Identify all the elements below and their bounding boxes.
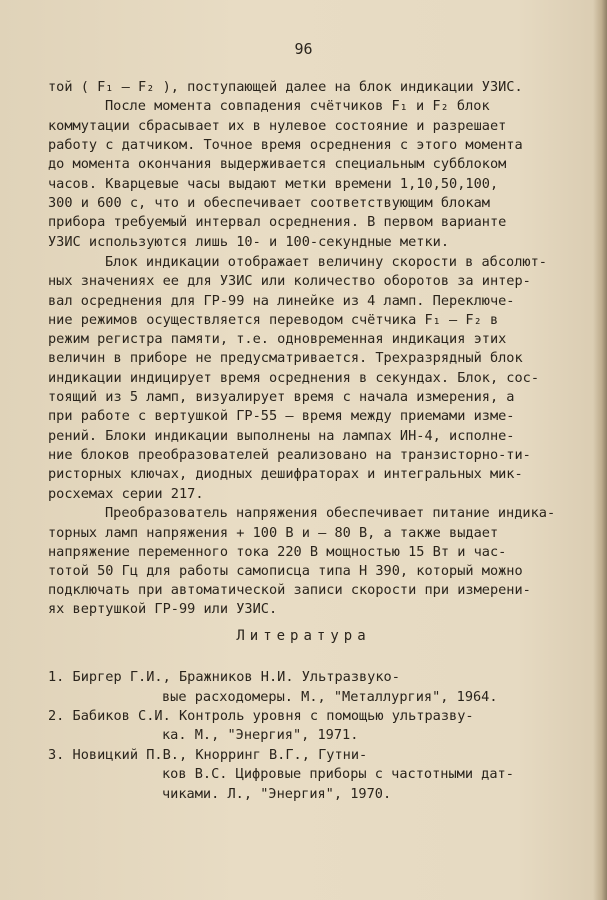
page-edge-shadow [593, 0, 607, 900]
reference-line: вые расходомеры. М., "Металлургия", 1964. [162, 689, 498, 705]
reference-line: 3. Новицкий П.В., Кнорринг В.Г., Гутни- [48, 747, 368, 763]
literature-heading: Литература [236, 628, 371, 644]
body-line: 300 и 600 с, что и обеспечивает соответствующим блокам [48, 195, 490, 211]
body-line: часов. Кварцевые часы выдают метки времени 1,10,50,100, [48, 176, 499, 192]
body-line: величин в приборе не предусматривается. Трехразрядный блок [48, 350, 523, 366]
body-line: ристорных ключах, диодных дешифраторах и интегральных мик- [48, 466, 523, 482]
body-line: тотой 50 Гц для работы самописца типа Н 390, который можно [48, 563, 523, 579]
body-line: режим регистра памяти, т.е. одновременная индикация этих [48, 331, 507, 347]
body-line: тоящий из 5 ламп, визуалирует время с начала измерения, а [48, 389, 515, 405]
body-line: подключать при автоматической записи скорости при измерени- [48, 582, 531, 598]
reference-line: чиками. Л., "Энергия", 1970. [162, 786, 392, 802]
body-line: ние режимов осуществляется переводом счётчика F₁ – F₂ в [48, 312, 499, 328]
body-line: ние блоков преобразователей реализовано на транзисторно-ти- [48, 447, 531, 463]
reference-line: ков В.С. Цифровые приборы с частотными дат- [162, 766, 514, 782]
body-line: росхемах серии 217. [48, 486, 204, 502]
body-line: напряжение переменного тока 220 В мощностью 15 Вт и час- [48, 544, 507, 560]
page-number: 96 [294, 40, 313, 58]
reference-line: ка. М., "Энергия", 1971. [162, 727, 359, 743]
body-line: коммутации сбрасывает их в нулевое состояние и разрешает [48, 118, 507, 134]
body-line: ях вертушкой ГР-99 или УЗИС. [48, 601, 278, 617]
body-line: той ( F₁ – F₂ ), поступающей далее на блок индикации УЗИС. [48, 79, 523, 95]
body-line: вал осреднения для ГР-99 на линейке из 4 ламп. Переключе- [48, 293, 515, 309]
body-line: работу с датчиком. Точное время осреднения с этого момента [48, 137, 523, 153]
body-line: После момента совпадения счётчиков F₁ и F₂ блок [105, 98, 490, 114]
body-line: Преобразователь напряжения обеспечивает питание индика- [105, 505, 556, 521]
body-line: до момента окончания выдерживается специальным субблоком [48, 156, 507, 172]
body-line: УЗИС используются лишь 10- и 100-секундные метки. [48, 234, 450, 250]
body-line: торных ламп напряжения + 100 В и – 80 В, а также выдает [48, 525, 499, 541]
body-line: индикации индицирует время осреднения в секундах. Блок, сос- [48, 370, 540, 386]
reference-line: 2. Бабиков С.И. Контроль уровня с помощью ультразву- [48, 708, 474, 724]
body-line: ных значениях ее для УЗИС или количество оборотов за интер- [48, 273, 531, 289]
reference-line: 1. Биргер Г.И., Бражников Н.И. Ультразвуко- [48, 669, 400, 685]
body-line: Блок индикации отображает величину скорости в абсолют- [105, 254, 547, 270]
body-line: прибора требуемый интервал осреднения. В первом варианте [48, 214, 507, 230]
body-line: рений. Блоки индикации выполнены на лампах ИН-4, исполне- [48, 428, 515, 444]
body-line: при работе с вертушкой ГР-55 – время между приемами изме- [48, 408, 515, 424]
